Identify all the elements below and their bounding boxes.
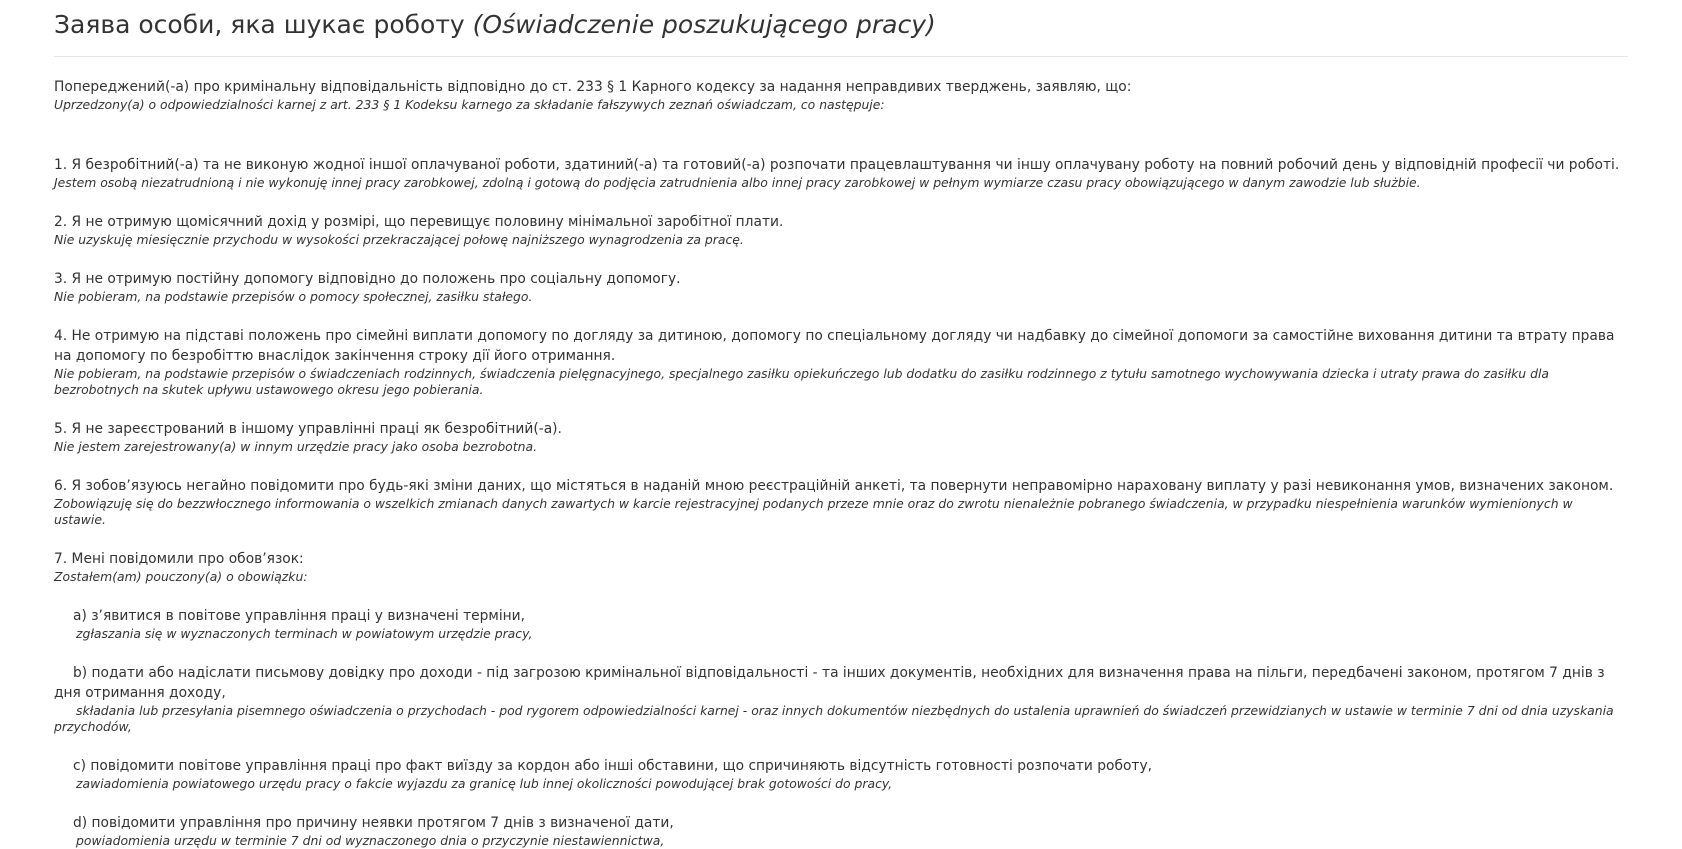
item-ua: 5. Я не зареєстрований в іншому управлінні праці як безробітний(-а). [54,421,562,437]
item-pl: Nie uzyskuję miesięcznie przychodu w wysokości przekraczającej połowę najniższego wynagrodzenia za pracę. [54,232,744,247]
duty-pl: powiadomienia urzędu w terminie 7 dni od wyznaczonego dnia o przyczynie niestawiennictwa, [76,833,665,848]
declaration-item-6 [54,476,1628,528]
item-ua: 4. Не отримую на підставі положень про сімейні виплати допомогу по догляду за дитиною, допомогу по спеціальному догляду чи надбавку до сімейної допомоги за самостійне виховання дитини та втрату права на допомогу по безробіттю внаслідок закінчення строку дії його отримання. [54,328,1615,364]
intro-ua: Попереджений(-а) про кримінальну відповідальність відповідно до ст. 233 § 1 Карного кодексу за надання неправдивих тверджень, заявляю, що: [54,79,1132,95]
declaration-item-7 [54,549,1628,585]
intro-pl: Uprzedzony(a) o odpowiedzialności karnej z art. 233 § 1 Kodeksu karnego za składanie fałszywych zeznań oświadczam, co następuje: [54,97,885,112]
duty-ua: b) подати або надіслати письмову довідку про доходи - під загрозою кримінальної відповідальності - та інших документів, необхідних для визначення права на пільги, передбачені законом, протягом 7 днів з дня отримання доходу, [54,665,1605,701]
duty-ua: a) з’явитися в повітове управління праці у визначені терміни, [73,608,526,624]
item-pl: Jestem osobą niezatrudnioną i nie wykonuję innej pracy zarobkowej, zdolną i gotową do podjęcia zatrudnienia albo innej pracy zarobkowej w pełnym wymiarze czasu pracy obowiązującego w danym zawodzie lub służbie. [54,175,1421,190]
duty-item-a [54,606,1628,642]
item-pl: Zostałem(am) pouczony(a) o obowiązku: [54,569,308,584]
item-pl: Zobowiązuję się do bezzwłocznego informowania o wszelkich zmianach danych zawartych w karcie rejestracyjnej podanych przeze mnie oraz do zwrotu nienależnie pobranego świadczenia, w przypadku niespełnienia warunków wymienionych w ustawie. [54,496,1573,527]
duty-pl: składania lub przesyłania pisemnego oświadczenia o przychodach - pod rygorem odpowiedzialności karnej - oraz innych dokumentów niezbędnych do ustalenia uprawnień do świadczeń przewidzianych w ustawie w terminie 7 dni od dnia uzyskania przychodów, [54,703,1614,734]
duty-ua: d) повідомити управління про причину неявки протягом 7 днів з визначеної дати, [73,815,674,831]
duty-pl: zawiadomienia powiatowego urzędu pracy o fakcie wyjazdu za granicę lub innej okoliczności powodującej brak gotowości do pracy, [76,776,893,791]
item-ua: 1. Я безробітний(-а) та не виконую жодної іншої оплачуваної роботи, здатиний(-а) та готовий(-а) розпочати працевлаштування чи іншу оплачувану роботу на повний робочий день у відповідній професії чи роботі. [54,157,1620,173]
intro [54,77,1628,113]
page-title [54,10,1628,40]
duty-item-b [54,663,1628,735]
item-ua: 6. Я зобов’язуюсь негайно повідомити про будь-які зміни даних, що містяться в наданій мною реєстраційній анкеті, та повернути неправомірно нараховану виплату у разі невиконання умов, визначених законом. [54,478,1614,494]
declaration-item-5 [54,419,1628,455]
declaration-item-2 [54,212,1628,248]
item-pl: Nie pobieram, na podstawie przepisów o świadczeniach rodzinnych, świadczenia pielęgnacyjnego, specjalnego zasiłku opiekuńczego lub dodatku do zasiłku rodzinnego z tytułu samotnego wychowywania dziecka i utraty prawa do zasiłku dla bezrobotnych na skutek upływu ustawowego okresu jego pobierania. [54,366,1549,397]
item-pl: Nie pobieram, na podstawie przepisów o pomocy społecznej, zasiłku stałego. [54,289,533,304]
divider [54,56,1628,57]
title-ua: Заява особи, яка шукає роботу [54,10,465,39]
item-ua: 7. Мені повідомили про обов’язок: [54,551,304,567]
title-pl: (Oświadczenie poszukującego pracy) [472,10,936,39]
declaration-item-1 [54,155,1628,191]
declaration-item-4 [54,326,1628,398]
duty-item-d [54,813,1628,849]
duty-ua: c) повідомити повітове управління праці про факт виїзду за кордон або інші обставини, що спричиняють відсутність готовності розпочати роботу, [73,758,1152,774]
duty-pl: zgłaszania się w wyznaczonych terminach w powiatowym urzędzie pracy, [76,626,533,641]
declaration-item-3 [54,269,1628,305]
duty-item-c [54,756,1628,792]
item-pl: Nie jestem zarejestrowany(a) w innym urzędzie pracy jako osoba bezrobotna. [54,439,538,454]
item-ua: 3. Я не отримую постійну допомогу відповідно до положень про соціальну допомогу. [54,271,681,287]
item-ua: 2. Я не отримую щомісячний дохід у розмірі, що перевищує половину мінімальної заробітної плати. [54,214,784,230]
